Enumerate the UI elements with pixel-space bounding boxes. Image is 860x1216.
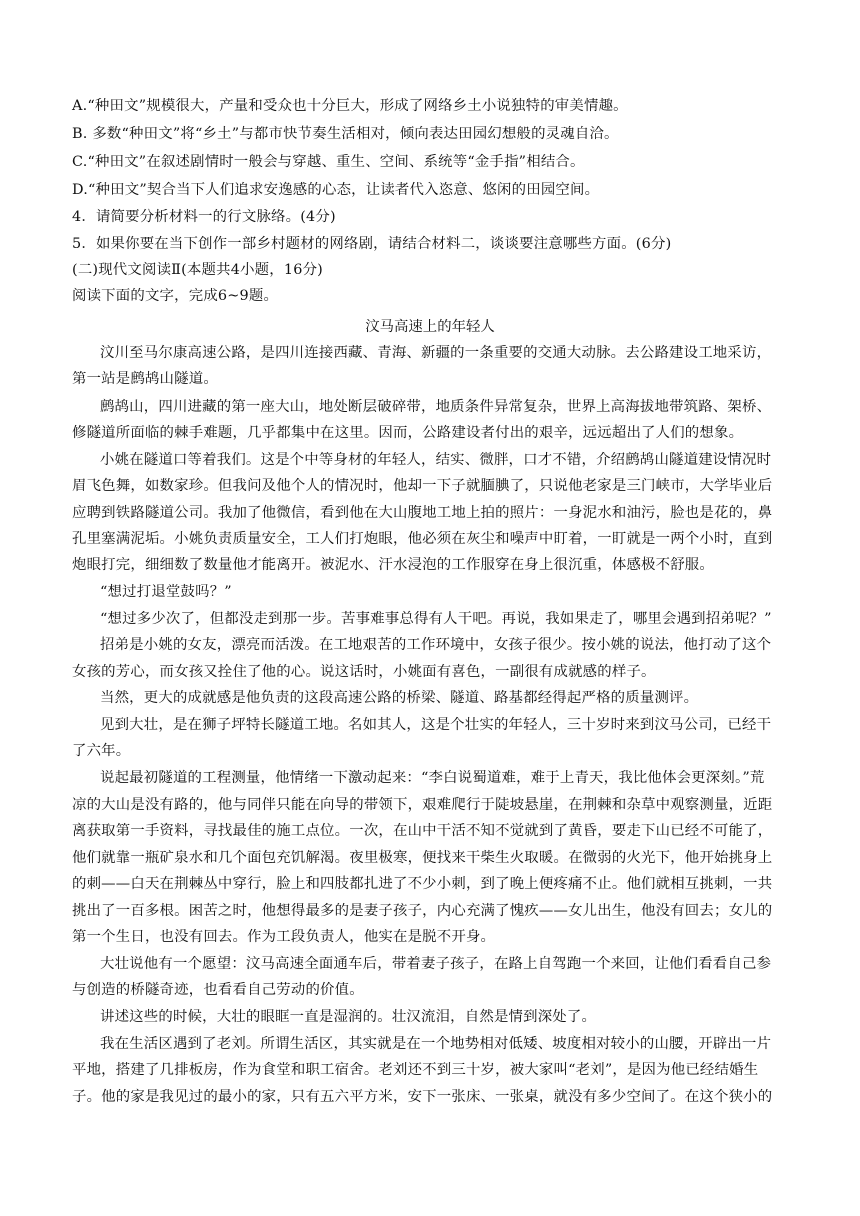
article-line: 平地，搭建了几排板房，作为食堂和职工宿舍。老刘还不到三十岁，被大家叫“老刘”，是因为他已经结婚生 [72,1062,759,1078]
reading-instruction: 阅读下面的文字，完成6~9题。 [72,288,279,304]
article-line: 鹧鸪山，四川进藏的第一座大山，地处断层破碎带，地质条件异常复杂，世界上高海拔地带筑路、架桥、 [100,399,772,415]
option-a: A.“种田文”规模很大，产量和受众也十分巨大，形成了网络乡土小说独特的审美情趣。 [72,98,628,114]
section-heading: (二)现代文阅读Ⅱ(本题共4小题，16分) [72,262,323,278]
article-line: 汶川至马尔康高速公路，是四川连接西藏、青海、新疆的一条重要的交通大动脉。去公路建设工地采访， [100,345,772,361]
article-line: 当然，更大的成就感是他负责的这段高速公路的桥梁、隧道、路基都经得起严格的质量测评。 [100,690,699,706]
article-line: 他们就靠一瓶矿泉水和几个面包充饥解渴。夜里极寒，便找来干柴生火取暖。在微弱的火光下，他开始挑身上 [72,850,773,866]
article-line: “想过打退堂鼓吗？” [100,584,232,600]
option-d: D.“种田文”契合当下人们追求安逸感的心态，让读者代入恣意、悠闲的田园空间。 [72,182,600,198]
article-line: 孔里塞满泥垢。小姚负责质量安全，工人们打炮眼，他必须在灰尘和噪声中盯着，一盯就是一两个小时，直到 [72,531,773,547]
article-line: 讲述这些的时候，大壮的眼眶一直是湿润的。壮汉流泪，自然是情到深处了。 [100,1009,597,1025]
article-line: 炮眼打完，细细数了数量他才能离开。被泥水、汗水浸泡的工作服穿在身上很沉重，体感极不舒服。 [72,557,714,573]
article-line: 了六年。 [72,743,131,759]
article-line: 我在生活区遇到了老刘。所谓生活区，其实就是在一个地势相对低矮、坡度相对较小的山腰，开辟出一片 [100,1036,772,1052]
article-line: 与创造的桥隧奇迹，也看看自己劳动的价值。 [72,982,364,998]
article-line: 说起最初隧道的工程测量，他情绪一下激动起来：“李白说蜀道难，难于上青天，我比他体会更深刻。”荒 [100,770,765,786]
article-line: 应聘到铁路隧道公司。我加了他微信，看到他在大山腹地工地上拍的照片：一身泥水和油污，脸也是花的，鼻 [72,505,773,521]
article-line: 眉飞色舞，如数家珍。但我问及他个人的情况时，他却一下子就腼腆了，只说他老家是三门峡市，大学毕业后 [72,478,773,494]
option-b: B. 多数“种田文”将“乡土”与都市快节奏生活相对，倾向表达田园幻想般的灵魂自洽。 [72,126,619,142]
article-title: 汶马高速上的年轻人 [365,319,495,335]
article-line: 修隧道所面临的棘手难题，几乎都集中在这里。因而，公路建设者付出的艰辛，远远超出了人们的想象。 [72,425,744,441]
article-line: 挑出了一百多根。困苦之时，他想得最多的是妻子孩子，内心充满了愧疚——女儿出生，他没有回去；女儿的 [72,903,773,919]
article-line: 子。他的家是我见过的最小的家，只有五六平方米，安下一张床、一张桌，就没有多少空间了。在这个狭小的 [72,1089,773,1105]
article-line: 的刺——白天在荆棘丛中穿行，脸上和四肢都扎进了不少小刺，到了晚上便疼痛不止。他们就相互挑刺，一共 [72,876,773,892]
article-line: “想过多少次了，但都没走到那一步。苦事难事总得有人干吧。再说，我如果走了，哪里会遇到招弟呢？” [100,611,772,627]
article-line: 第一站是鹧鸪山隧道。 [72,371,218,387]
article-line: 招弟是小姚的女友，漂亮而活泼。在工地艰苦的工作环境中，女孩子很少。按小姚的说法，他打动了这个 [100,637,772,653]
article-line: 小姚在隧道口等着我们。这是个中等身材的年轻人，结实、微胖，口才不错，介绍鹧鸪山隧道建设情况时 [100,452,772,468]
question-4: 4．请简要分析材料一的行文脉络。(4分) [72,209,336,225]
article-line: 见到大壮，是在狮子坪特长隧道工地。名如其人，这是个壮实的年轻人，三十岁时来到汶马公司，已经干 [100,717,772,733]
article-line: 大壮说他有一个愿望：汶马高速全面通车后，带着妻子孩子，在路上自驾跑一个来回，让他们看看自己参 [100,956,772,972]
article-line: 凉的大山是没有路的，他与同伴只能在向导的带领下，艰难爬行于陡坡悬崖，在荆棘和杂草中观察测量，近距 [72,797,773,813]
article-line: 第一个生日，也没有回去。作为工段负责人，他实在是脱不开身。 [72,929,496,945]
article-line: 女孩的芳心，而女孩又拴住了他的心。说这话时，小姚面有喜色，一副很有成就感的样子。 [72,664,656,680]
article-line: 离获取第一手资料，寻找最佳的施工点位。一次，在山中干活不知不觉就到了黄昏，要走下山已经不可能了， [72,823,773,839]
option-c: C.“种田文”在叙述剧情时一般会与穿越、重生、空间、系统等“金手指”相结合。 [72,154,585,170]
question-5: 5．如果你要在当下创作一部乡村题材的网络剧，请结合材料二，谈谈要注意哪些方面。(6分) [72,236,672,252]
